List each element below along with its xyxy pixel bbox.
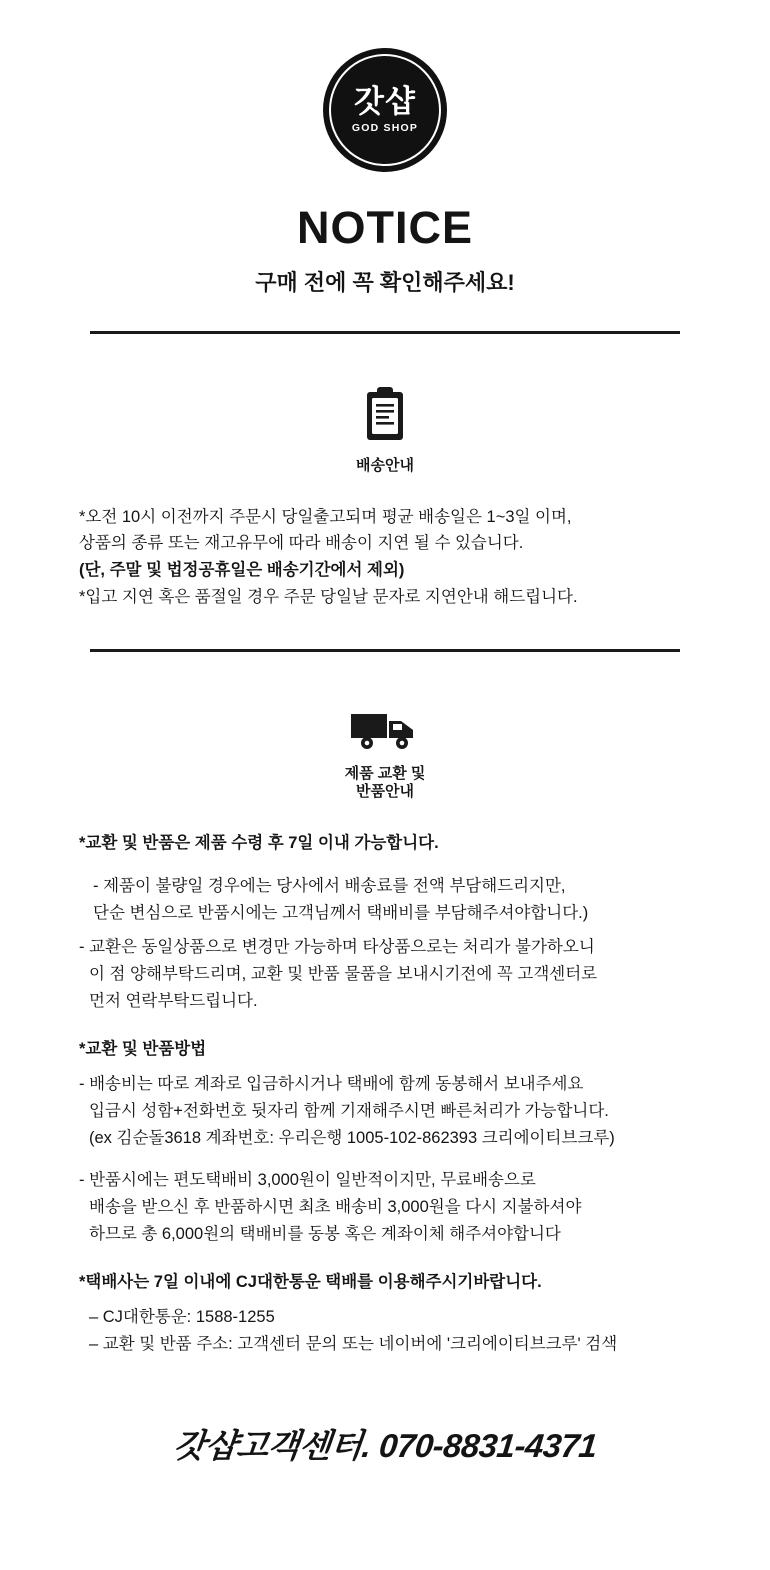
exchange-para2-line1: - 교환은 동일상품으로 변경만 가능하며 타상품으로는 처리가 불가하오니 <box>79 938 595 957</box>
shipping-heading-label: 배송안내 <box>356 457 414 474</box>
delivery-truck-icon <box>0 708 770 757</box>
page-title: NOTICE <box>296 202 473 253</box>
exchange-paragraph-1 <box>79 873 691 926</box>
shipping-line-4: *입고 지연 혹은 품절일 경우 주문 당일날 문자로 지연안내 해드립니다. <box>79 587 578 606</box>
exchange-heading-label-line2: 반품안내 <box>356 783 414 801</box>
exchange-para1-line2: 단순 변심으로 반품시에는 고객님께서 택배비를 부담해주셔야합니다.) <box>93 903 589 922</box>
shipping-text-block <box>79 504 691 611</box>
logo-english-text: GOD SHOP <box>351 122 419 134</box>
god-shop-logo <box>323 48 447 172</box>
customer-center-contact: 갓샵고객센터. 070-8831-4371 <box>171 1426 599 1464</box>
exchange-para2-line2: 이 점 양해부탁드리며, 교환 및 반품 물품을 보내시기전에 꼭 고객센터로 <box>89 965 598 983</box>
exchange-paragraph-3 <box>79 1071 691 1151</box>
exchange-title-3: *택배사는 7일 이내에 CJ대한통운 택배를 이용해주시기바랍니다. <box>79 1273 542 1292</box>
exchange-para3-line1: - 배송비는 따로 계좌로 입금하시거나 택배에 함께 동봉해서 보내주세요 <box>79 1075 584 1094</box>
exchange-text-block <box>79 830 691 1358</box>
exchange-para3-line2: 입금시 성함+전화번호 뒷자리 함께 기재해주시면 빠른처리가 가능합니다. <box>89 1101 609 1120</box>
exchange-title-1: *교환 및 반품은 제품 수령 후 7일 이내 가능합니다. <box>79 834 439 853</box>
shipping-line-3: (단, 주말 및 법정공휴일은 배송기간에서 제외) <box>79 561 405 580</box>
shipping-line-1: *오전 10시 이전까지 주문시 당일출고되며 평균 배송일은 1~3일 이며, <box>79 507 572 526</box>
logo-korean-text: 갓샵 <box>354 84 416 119</box>
footer <box>0 1420 770 1509</box>
exchange-contact-line2: – 교환 및 반품 주소: 고객센터 문의 또는 네이버에 '크리에이티브크루' 검색 <box>89 1334 618 1353</box>
logo-container <box>0 0 770 172</box>
exchange-para3-line3: (ex 김순돌3618 계좌번호: 우리은행 1005-102-862393 크리에이티브크루) <box>89 1128 615 1147</box>
exchange-para2-line3: 먼저 연락부탁드립니다. <box>89 991 258 1010</box>
exchange-heading-label-line1: 제품 교환 및 <box>344 764 426 782</box>
exchange-para4-line1: - 반품시에는 편도택배비 3,000원이 일반적이지만, 무료배송으로 <box>79 1171 536 1190</box>
divider-top <box>90 331 680 334</box>
exchange-para4-line3: 하므로 총 6,000원의 택배비를 동봉 혹은 계좌이체 해주셔야합니다 <box>89 1224 561 1243</box>
exchange-paragraph-2 <box>79 934 691 1014</box>
exchange-para1-line1: - 제품이 불량일 경우에는 당사에서 배송료를 전액 부담해드리지만, <box>93 876 566 895</box>
exchange-para4-line2: 배송을 받으신 후 반품하시면 최초 배송비 3,000원을 다시 지불하셔야 <box>89 1198 582 1217</box>
divider-middle <box>90 649 680 652</box>
exchange-section-heading <box>0 708 770 803</box>
exchange-paragraph-4 <box>79 1167 691 1247</box>
clipboard-icon <box>0 386 770 449</box>
exchange-title-2: *교환 및 반품방법 <box>79 1040 207 1059</box>
exchange-contact-line1: – CJ대한통운: 1588-1255 <box>89 1308 275 1327</box>
exchange-contact-block <box>79 1304 691 1357</box>
shipping-section-heading <box>0 386 770 476</box>
page-subtitle: 구매 전에 꼭 확인해주세요! <box>255 270 515 295</box>
shipping-line-2: 상품의 종류 또는 재고유무에 따라 배송이 지연 될 수 있습니다. <box>79 534 524 553</box>
